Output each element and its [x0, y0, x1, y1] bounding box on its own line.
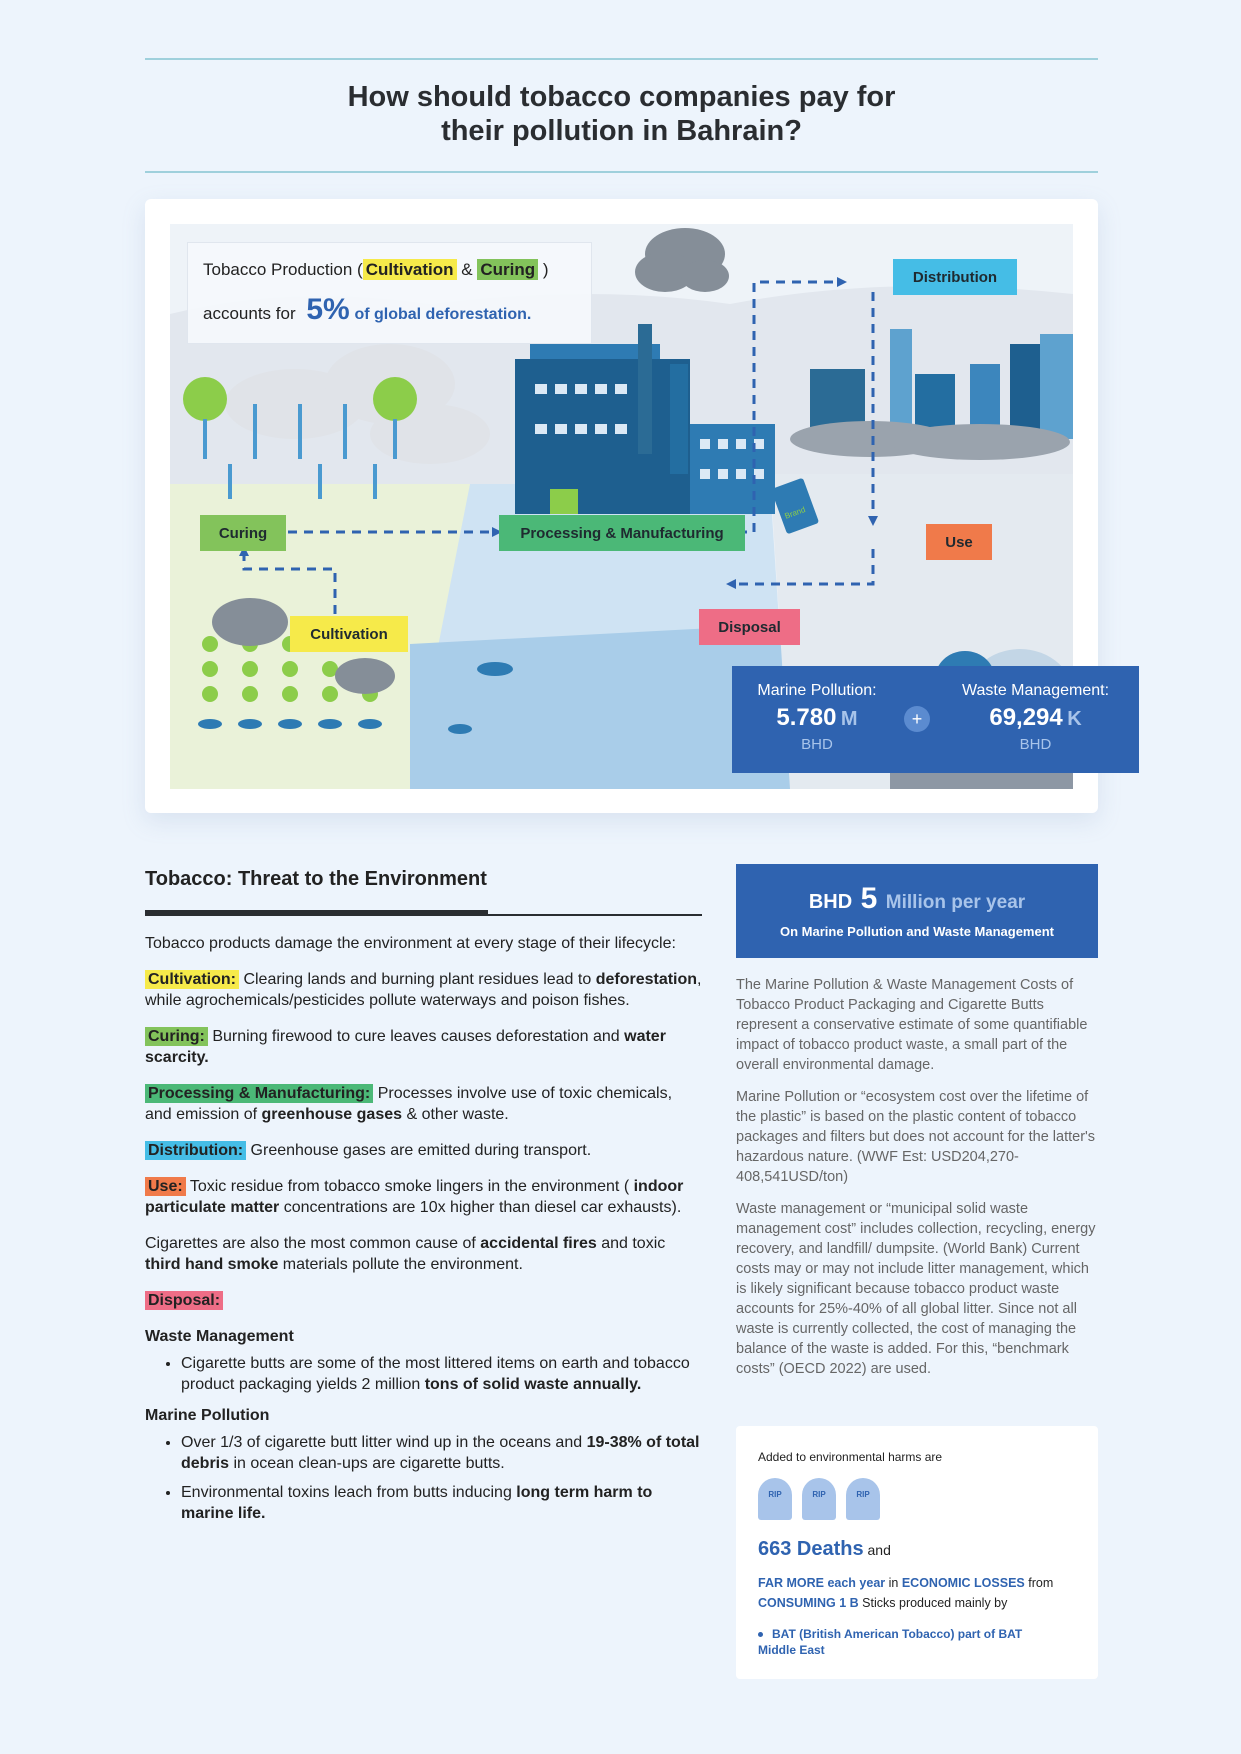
threat-heading: Tobacco: Threat to the Environment — [145, 868, 487, 890]
stage-curing: Curing — [200, 515, 286, 551]
threat-body — [145, 933, 702, 1534]
list-item: • Environmental toxins leach from butts inducing long term harm to marine life. — [181, 1482, 702, 1524]
title-divider — [145, 171, 1098, 173]
waste-management-value: 69,294 — [989, 704, 1063, 731]
top-divider — [145, 58, 1098, 60]
stage-distribution: Distribution — [893, 259, 1017, 295]
deforestation-infobox: Tobacco Production ( Cultivation & Curing ) accounts for 5% of global deforestation. — [187, 242, 592, 344]
use-paragraph: Use: Toxic residue from tobacco smoke lingers in the environment ( indoor particulate matter concentrations are 10x higher than diesel car exhausts). — [145, 1178, 684, 1216]
curing-highlight: Curing — [477, 259, 538, 280]
gravestone-icon: RIP — [758, 1478, 792, 1520]
gravestone-icon: RIP — [846, 1478, 880, 1520]
fires-paragraph: Cigarettes are also the most common cause of accidental fires and toxic third hand smoke materials pollute the environment. — [145, 1235, 666, 1273]
marine-list — [145, 1432, 702, 1524]
threat-heading-accent — [145, 910, 488, 915]
bullet-icon — [758, 1632, 763, 1637]
marine-pollution-heading: Marine Pollution — [145, 1407, 270, 1424]
deaths-count: 663 Deaths — [758, 1538, 864, 1560]
deforestation-percent: 5% — [306, 293, 350, 326]
cigarette-pack-icon: Brand — [771, 478, 819, 535]
lifecycle-illustration — [170, 224, 1110, 789]
waste-management-label: Waste Management: — [961, 682, 1110, 699]
waste-list — [145, 1353, 702, 1395]
stage-cultivation: Cultivation — [290, 616, 408, 652]
gravestone-icons — [758, 1478, 880, 1520]
stage-processing: Processing & Manufacturing — [499, 515, 745, 551]
list-item: • Over 1/3 of cigarette butt litter wind up in the oceans and 19-38% of total debris in ocean clean-ups are cigarette butts. — [181, 1432, 702, 1474]
summary-banner: BHD 5 Million per year On Marine Pollution and Waste Management — [736, 864, 1098, 958]
waste-management-heading: Waste Management — [145, 1328, 294, 1345]
curing-paragraph: Curing: Burning firewood to cure leaves causes deforestation and water scarcity. — [145, 1028, 666, 1066]
gravestone-icon: RIP — [802, 1478, 836, 1520]
cultivation-paragraph: Cultivation: Clearing lands and burning plant residues lead to deforestation, while agrochemicals/pesticides pollute waterways and poison fishes. — [145, 971, 702, 1009]
stage-disposal: Disposal — [699, 609, 800, 645]
threat-intro: Tobacco products damage the environment at every stage of their lifecycle: — [145, 935, 676, 952]
deforestation-label: of global deforestation. — [354, 306, 532, 323]
harms-card: Added to environmental harms are RIP RIP RIP 663 Deaths and FAR MORE each year in ECONOMIC LOSSES from CONSUMING 1 B Sticks produced mainly by BAT (British American Tobacco) part of BAT Middle East — [736, 1426, 1098, 1679]
stage-use: Use — [926, 524, 992, 560]
cultivation-highlight: Cultivation — [363, 259, 457, 280]
page-title: How should tobacco companies pay for their pollution in Bahrain? — [347, 81, 896, 147]
list-item: • Cigarette butts are some of the most littered items on earth and tobacco product packaging yields 2 million tons of solid waste annually. — [181, 1353, 702, 1395]
marine-pollution-label: Marine Pollution: — [757, 682, 877, 699]
disposal-label: Disposal: — [145, 1290, 702, 1311]
summary-amount: 5 — [860, 882, 878, 915]
distribution-paragraph: Distribution: Greenhouse gases are emitted during transport. — [145, 1140, 702, 1161]
cost-breakdown-box: Marine Pollution: 5.780 M BHD + Waste Management: 69,294 K BHD — [732, 666, 1139, 773]
plus-icon: + — [904, 706, 930, 732]
summary-text: The Marine Pollution & Waste Management Costs of Tobacco Product Packaging and Cigarette Butts represent a conservative estimate of some quantifiable impact of tobacco product waste, a small part of the overall environmental damage. Marine Pollution or “ecosystem cost over the lifetime of the plastic” is based on the plastic content of tobacco packages and filters but does not account for the latter's hazardous nature. (WWF Est: USD204,270-408,541USD/ton) Waste management or “municipal solid waste management cost” includes collection, recycling, energy recovery, and landfill/ dumpsite. (World Bank) Current costs may or may not include litter management, which is likely significant because tobacco product waste accounts for 25%-40% of all global litter. Since not all waste is currently collected, the cost of managing the balance of the waste is added. For this, “benchmark costs” (OECD 2022) are used. — [736, 977, 1096, 1377]
processing-paragraph: Processing & Manufacturing: Processes involve use of toxic chemicals, and emission of greenhouse gases & other waste. — [145, 1085, 673, 1123]
bat-bullet: BAT (British American Tobacco) part of BAT Middle East — [758, 1627, 1023, 1657]
infographic-card — [145, 199, 1110, 813]
marine-pollution-value: 5.780 — [776, 704, 837, 731]
